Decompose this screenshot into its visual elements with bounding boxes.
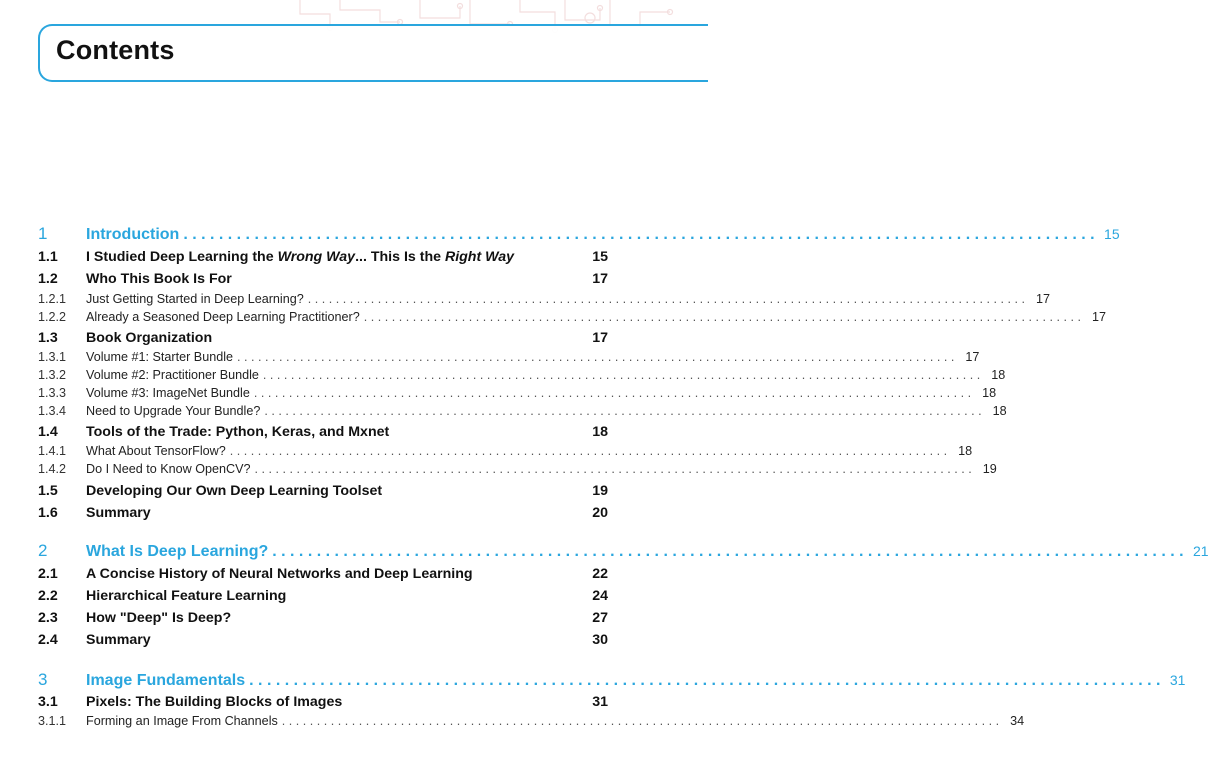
toc-entry-number: 1.2.2 <box>38 310 67 324</box>
toc-entry-page: 18 <box>592 424 608 440</box>
toc-entry-page: 17 <box>592 330 608 346</box>
toc-entry-title-part: ... This Is the <box>355 249 445 265</box>
toc-entry-page: 34 <box>1010 714 1025 728</box>
toc-entry-page: 19 <box>982 462 997 476</box>
toc-entry-page: 30 <box>592 632 608 648</box>
toc-entry-page: 21 <box>1192 543 1209 559</box>
toc-entry-sub[interactable] <box>38 386 997 400</box>
toc-entry-page: 17 <box>1092 310 1107 324</box>
toc-entry-number: 1.2 <box>38 271 58 287</box>
toc-entry-title: Developing Our Own Deep Learning Toolset <box>86 483 383 499</box>
toc-entry-number: 1.4.2 <box>38 462 67 476</box>
toc-entry-page: 19 <box>592 483 608 499</box>
toc-entry-sub[interactable] <box>38 404 1007 418</box>
toc-entry-title: Book Organization <box>86 330 213 346</box>
toc-entry-number: 1.3 <box>38 330 58 346</box>
toc-entry-number: 2.4 <box>38 632 58 648</box>
toc-entry-number: 1.2.1 <box>38 292 67 306</box>
toc-entry-chapter[interactable] <box>38 224 1120 244</box>
toc-entry-page: 17 <box>1036 292 1051 306</box>
toc-entry-page: 27 <box>592 610 608 626</box>
toc-entry-number: 1.4.1 <box>38 444 67 458</box>
toc-entry-section[interactable] <box>38 271 608 287</box>
toc-entry-sub[interactable] <box>38 310 1107 324</box>
toc-entry-title: Volume #3: ImageNet Bundle <box>86 386 250 400</box>
toc-entry-number: 1.6 <box>38 505 58 521</box>
toc-entry-number: 3.1 <box>38 694 58 710</box>
toc-entry-title: Summary <box>86 505 151 521</box>
toc-entry-title: Volume #1: Starter Bundle <box>86 350 234 364</box>
toc-entry-title: Image Fundamentals <box>86 672 246 689</box>
toc-entry-title <box>86 249 514 265</box>
dot-leader <box>254 386 971 400</box>
dot-leader <box>282 714 999 728</box>
dot-leader <box>237 350 954 364</box>
toc-entry-section[interactable] <box>38 505 608 521</box>
toc-entry-section[interactable] <box>38 330 608 346</box>
toc-entry-title: Introduction <box>86 226 180 243</box>
dot-leader <box>230 444 947 458</box>
toc-entry-page: 18 <box>982 386 997 400</box>
toc-entry-title: How "Deep" Is Deep? <box>86 610 232 626</box>
toc-entry-page: 18 <box>992 404 1007 418</box>
toc-entry-number: 1.3.2 <box>38 368 67 382</box>
toc-entry-page: 17 <box>965 350 980 364</box>
toc-entry-number: 1.3.1 <box>38 350 67 364</box>
contents-header-box <box>38 24 708 82</box>
toc-entry-title: Hierarchical Feature Learning <box>86 588 287 604</box>
toc-entry-section[interactable] <box>38 588 608 604</box>
toc-entry-page: 31 <box>592 694 608 710</box>
toc-entry-page: 15 <box>1104 226 1120 242</box>
toc-entry-number: 1.3.4 <box>38 404 67 418</box>
toc-entry-sub[interactable] <box>38 444 973 458</box>
dot-leader <box>364 310 1081 324</box>
toc-entry-title: Summary <box>86 632 151 648</box>
toc-entry-title: What Is Deep Learning? <box>86 543 269 560</box>
dot-leader <box>308 292 1025 306</box>
toc-entry-number: 3.1.1 <box>38 714 67 728</box>
toc-entry-section[interactable] <box>38 566 608 582</box>
dot-leader <box>249 672 1160 690</box>
toc-entry-title: Need to Upgrade Your Bundle? <box>86 404 261 418</box>
toc-entry-page: 17 <box>592 271 608 287</box>
toc-entry-title: A Concise History of Neural Networks and Deep Learning <box>86 566 473 582</box>
toc-entry-sub[interactable] <box>38 462 997 476</box>
toc-entry-sub[interactable] <box>38 714 1025 728</box>
toc-entry-number: 1.1 <box>38 249 58 265</box>
toc-entry-title: Do I Need to Know OpenCV? <box>86 462 251 476</box>
toc-entry-title: Volume #2: Practitioner Bundle <box>86 368 259 382</box>
toc-entry-title: Tools of the Trade: Python, Keras, and Mxnet <box>86 424 390 440</box>
toc-entry-page: 24 <box>592 588 608 604</box>
dot-leader <box>264 404 981 418</box>
dot-leader <box>255 462 972 476</box>
dot-leader <box>272 543 1183 561</box>
dot-leader <box>263 368 980 382</box>
toc-entry-section[interactable] <box>38 249 608 265</box>
toc-entry-number: 2.3 <box>38 610 58 626</box>
page-title: Contents <box>56 35 175 65</box>
toc-entry-number: 2.1 <box>38 566 58 582</box>
toc-entry-number: 1.3.3 <box>38 386 67 400</box>
toc-entry-title-part: Right Way <box>444 249 515 265</box>
toc-entry-title: Already a Seasoned Deep Learning Practitioner? <box>86 310 360 324</box>
toc-entry-section[interactable] <box>38 610 608 626</box>
toc-entry-title: Who This Book Is For <box>86 271 232 287</box>
toc-entry-page: 15 <box>592 249 608 265</box>
toc-entry-chapter[interactable] <box>38 670 1186 690</box>
toc-entry-number: 2.2 <box>38 588 58 604</box>
toc-entry-section[interactable] <box>38 694 608 710</box>
toc-entry-section[interactable] <box>38 424 608 440</box>
toc-entry-title-part: Wrong Way <box>277 249 356 265</box>
dot-leader <box>183 226 1094 244</box>
toc-entry-page: 20 <box>592 505 608 521</box>
toc-entry-section[interactable] <box>38 483 608 499</box>
toc-entry-page: 18 <box>958 444 973 458</box>
toc-entry-sub[interactable] <box>38 350 980 364</box>
toc-entry-title: Pixels: The Building Blocks of Images <box>86 694 343 710</box>
toc-entry-title: Just Getting Started in Deep Learning? <box>86 292 304 306</box>
toc-entry-number: 1.4 <box>38 424 58 440</box>
toc-entry-title-part: I Studied Deep Learning the <box>86 249 278 265</box>
toc-entry-section[interactable] <box>38 632 608 648</box>
toc-entry-number: 3 <box>38 670 48 689</box>
toc-entry-number: 1.5 <box>38 483 58 499</box>
toc-entry-page: 22 <box>592 566 608 582</box>
toc-entry-page: 31 <box>1169 672 1186 688</box>
toc-entry-chapter[interactable] <box>38 541 1209 561</box>
toc-entry-title: What About TensorFlow? <box>86 444 226 458</box>
toc-entry-number: 1 <box>38 224 48 243</box>
toc-entry-title: Forming an Image From Channels <box>86 714 278 728</box>
toc-entry-sub[interactable] <box>38 368 1006 382</box>
toc-entry-page: 18 <box>991 368 1006 382</box>
toc-entry-number: 2 <box>38 541 48 560</box>
toc-entry-sub[interactable] <box>38 292 1051 306</box>
